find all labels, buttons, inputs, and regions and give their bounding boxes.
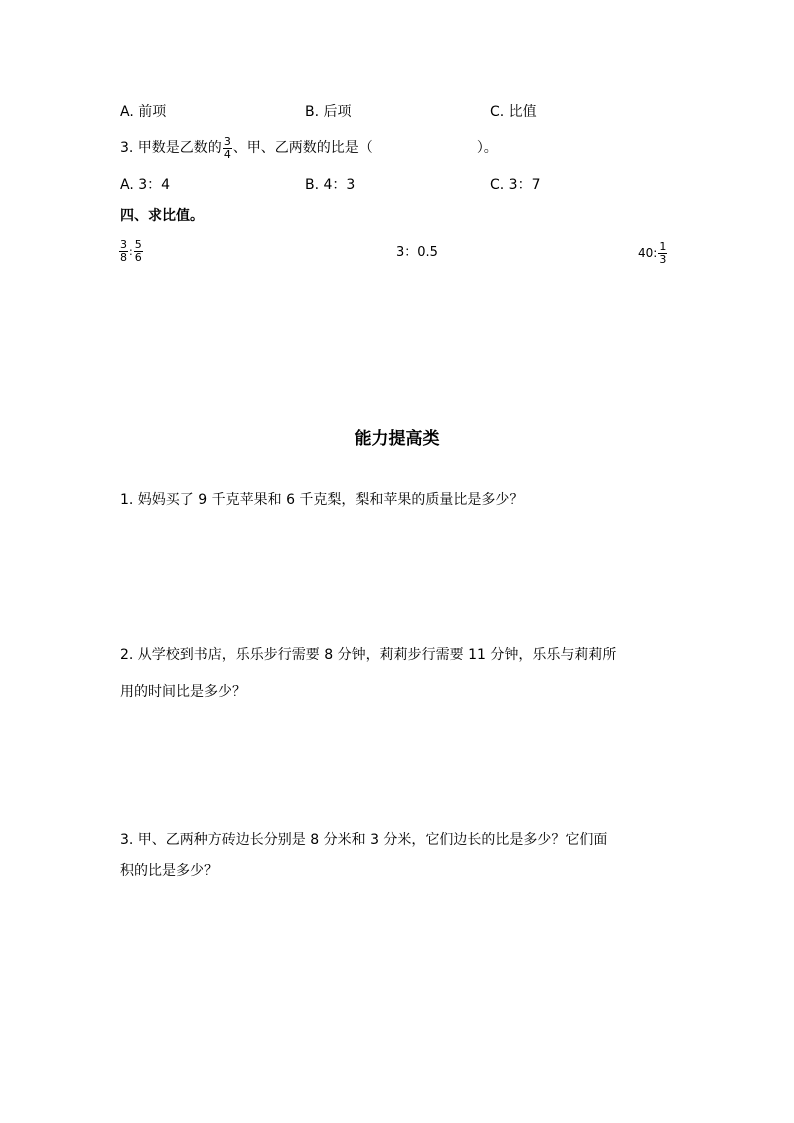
q2-option-c: C. 比值 (490, 104, 537, 120)
fraction (119, 239, 128, 264)
fraction-numerator: 1 (659, 239, 667, 253)
fraction-numerator: 5 (134, 237, 142, 251)
question-3 (120, 135, 498, 161)
fraction-numerator: 3 (223, 134, 231, 148)
section-title: 能力提高类 (354, 429, 440, 449)
q3-option-b: B. 4：3 (305, 177, 356, 193)
fraction (658, 241, 667, 266)
section-4-title: 四、求比值。 (120, 208, 204, 224)
problem-3-line-2: 积的比是多少？ (120, 863, 218, 879)
ratio-colon: : (129, 245, 133, 258)
problem-3-line-1: 3. 甲、乙两种方砖边长分别是 8 分米和 3 分米，它们边长的比是多少？它们面 (120, 832, 608, 848)
q3-prefix: 3. 甲数是乙数的 (120, 140, 222, 156)
fraction-denominator: 3 (659, 252, 667, 266)
q3-option-a: A. 3：4 (120, 177, 171, 193)
ratio-left: 40: (638, 246, 658, 260)
fraction-denominator: 6 (134, 250, 142, 264)
q2-option-b: B. 后项 (305, 104, 352, 120)
ratio-item-2: 3：0.5 (396, 245, 438, 260)
q3-fraction (223, 136, 232, 161)
q3-option-c: C. 3：7 (490, 177, 541, 193)
q3-suffix: 、甲、乙两数的比是（ (232, 140, 373, 156)
problem-2-line-1: 2. 从学校到书店，乐乐步行需要 8 分钟，莉莉步行需要 11 分钟，乐乐与莉莉所 (120, 647, 617, 663)
q2-option-a: A. 前项 (120, 104, 167, 120)
fraction (134, 239, 143, 264)
fraction-denominator: 8 (120, 250, 127, 264)
problem-1: 1. 妈妈买了 9 千克苹果和 6 千克梨，梨和苹果的质量比是多少？ (120, 492, 524, 508)
q3-close: ）。 (476, 140, 498, 156)
ratio-item-1 (118, 236, 144, 267)
fraction-denominator: 4 (223, 147, 231, 161)
fraction-numerator: 3 (120, 237, 127, 251)
ratio-item-3 (638, 238, 668, 268)
problem-2-line-2: 用的时间比是多少？ (120, 684, 246, 700)
